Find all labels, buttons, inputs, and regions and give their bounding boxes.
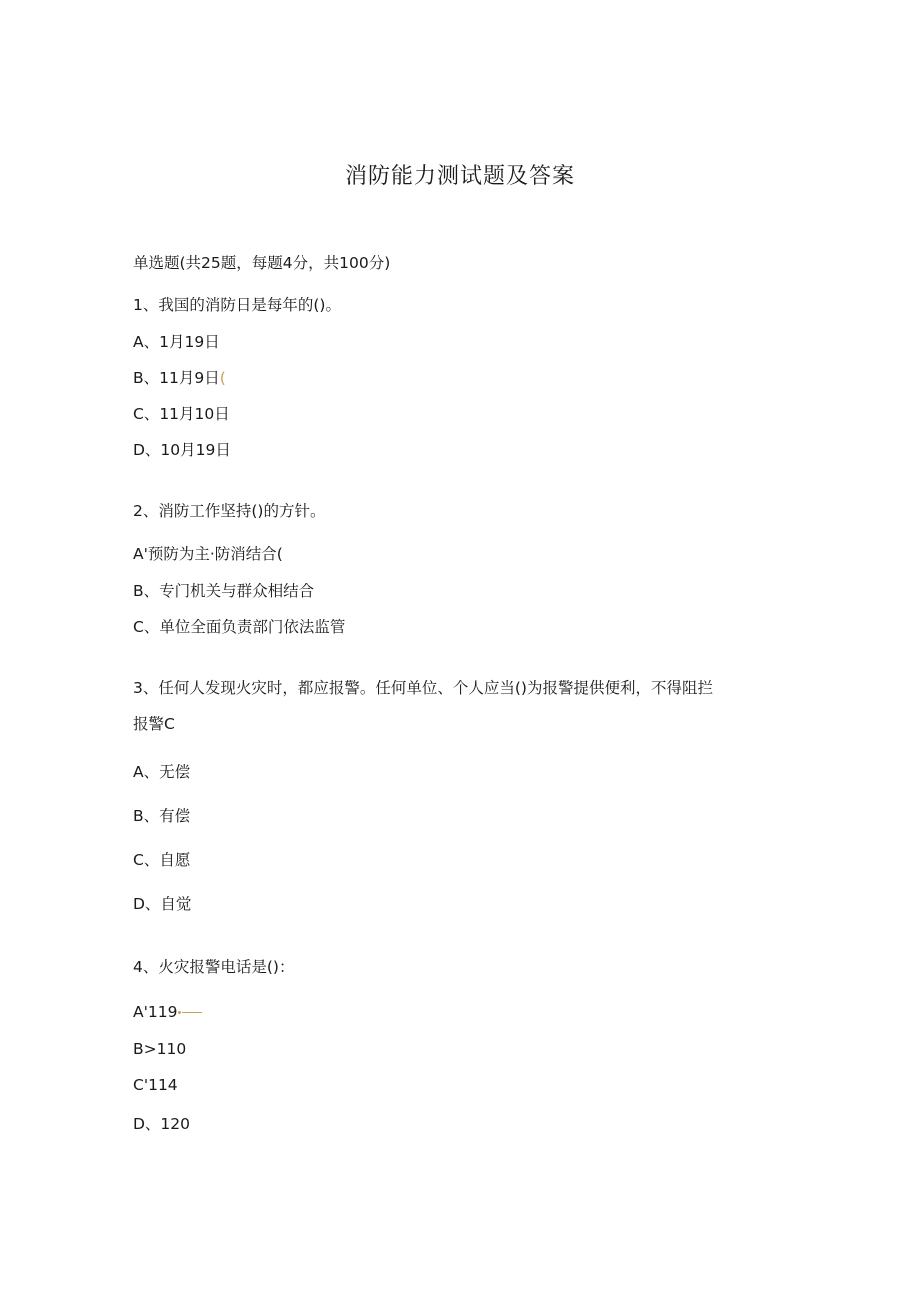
question-4-option-c: C'114 — [133, 1076, 178, 1094]
question-4-option-a-text: A'119 — [133, 1003, 178, 1021]
question-4-option-d: D、120 — [133, 1115, 191, 1133]
question-4-option-b: B>110 — [133, 1040, 187, 1058]
question-3-option-a: A、无偿 — [133, 763, 191, 781]
question-4-option-a — [133, 1001, 202, 1023]
question-2-option-b: B、专门机关与群众相结合 — [133, 582, 315, 600]
question-1-option-d: D、10月19日 — [133, 441, 231, 459]
question-2-option-c: C、单位全面负责部门依法监管 — [133, 618, 346, 636]
question-3-option-d: D、自觉 — [133, 895, 192, 913]
question-3-option-b: B、有偿 — [133, 807, 191, 825]
question-1-option-c: C、11月10日 — [133, 405, 230, 423]
section-header: 单选题(共25题，每题4分，共100分) — [133, 254, 391, 272]
question-1-option-a: A、1月19日 — [133, 333, 220, 351]
question-4-stem: 4、火灾报警电话是()： — [133, 958, 295, 976]
question-3-option-c: C、自愿 — [133, 851, 191, 869]
question-3-stem: 3、任何人发现火灾时，都应报警。任何单位、个人应当()为报警提供便利，不得阻拦 — [133, 679, 713, 697]
question-2-stem: 2、消防工作坚持()的方针。 — [133, 502, 326, 520]
answer-mark-dash — [182, 1012, 202, 1013]
question-1-option-b-text: B、11月9日 — [133, 369, 220, 387]
question-1-stem: 1、我国的消防日是每年的()。 — [133, 296, 341, 314]
page-title: 消防能力测试题及答案 — [344, 164, 575, 189]
question-3-stem-continued: 报警C — [133, 715, 175, 733]
answer-mark: ( — [219, 369, 226, 387]
question-2-option-a: A'预防为主·防消结合( — [133, 545, 283, 563]
question-1-option-b — [133, 367, 226, 389]
answer-mark-dot — [178, 1011, 181, 1014]
